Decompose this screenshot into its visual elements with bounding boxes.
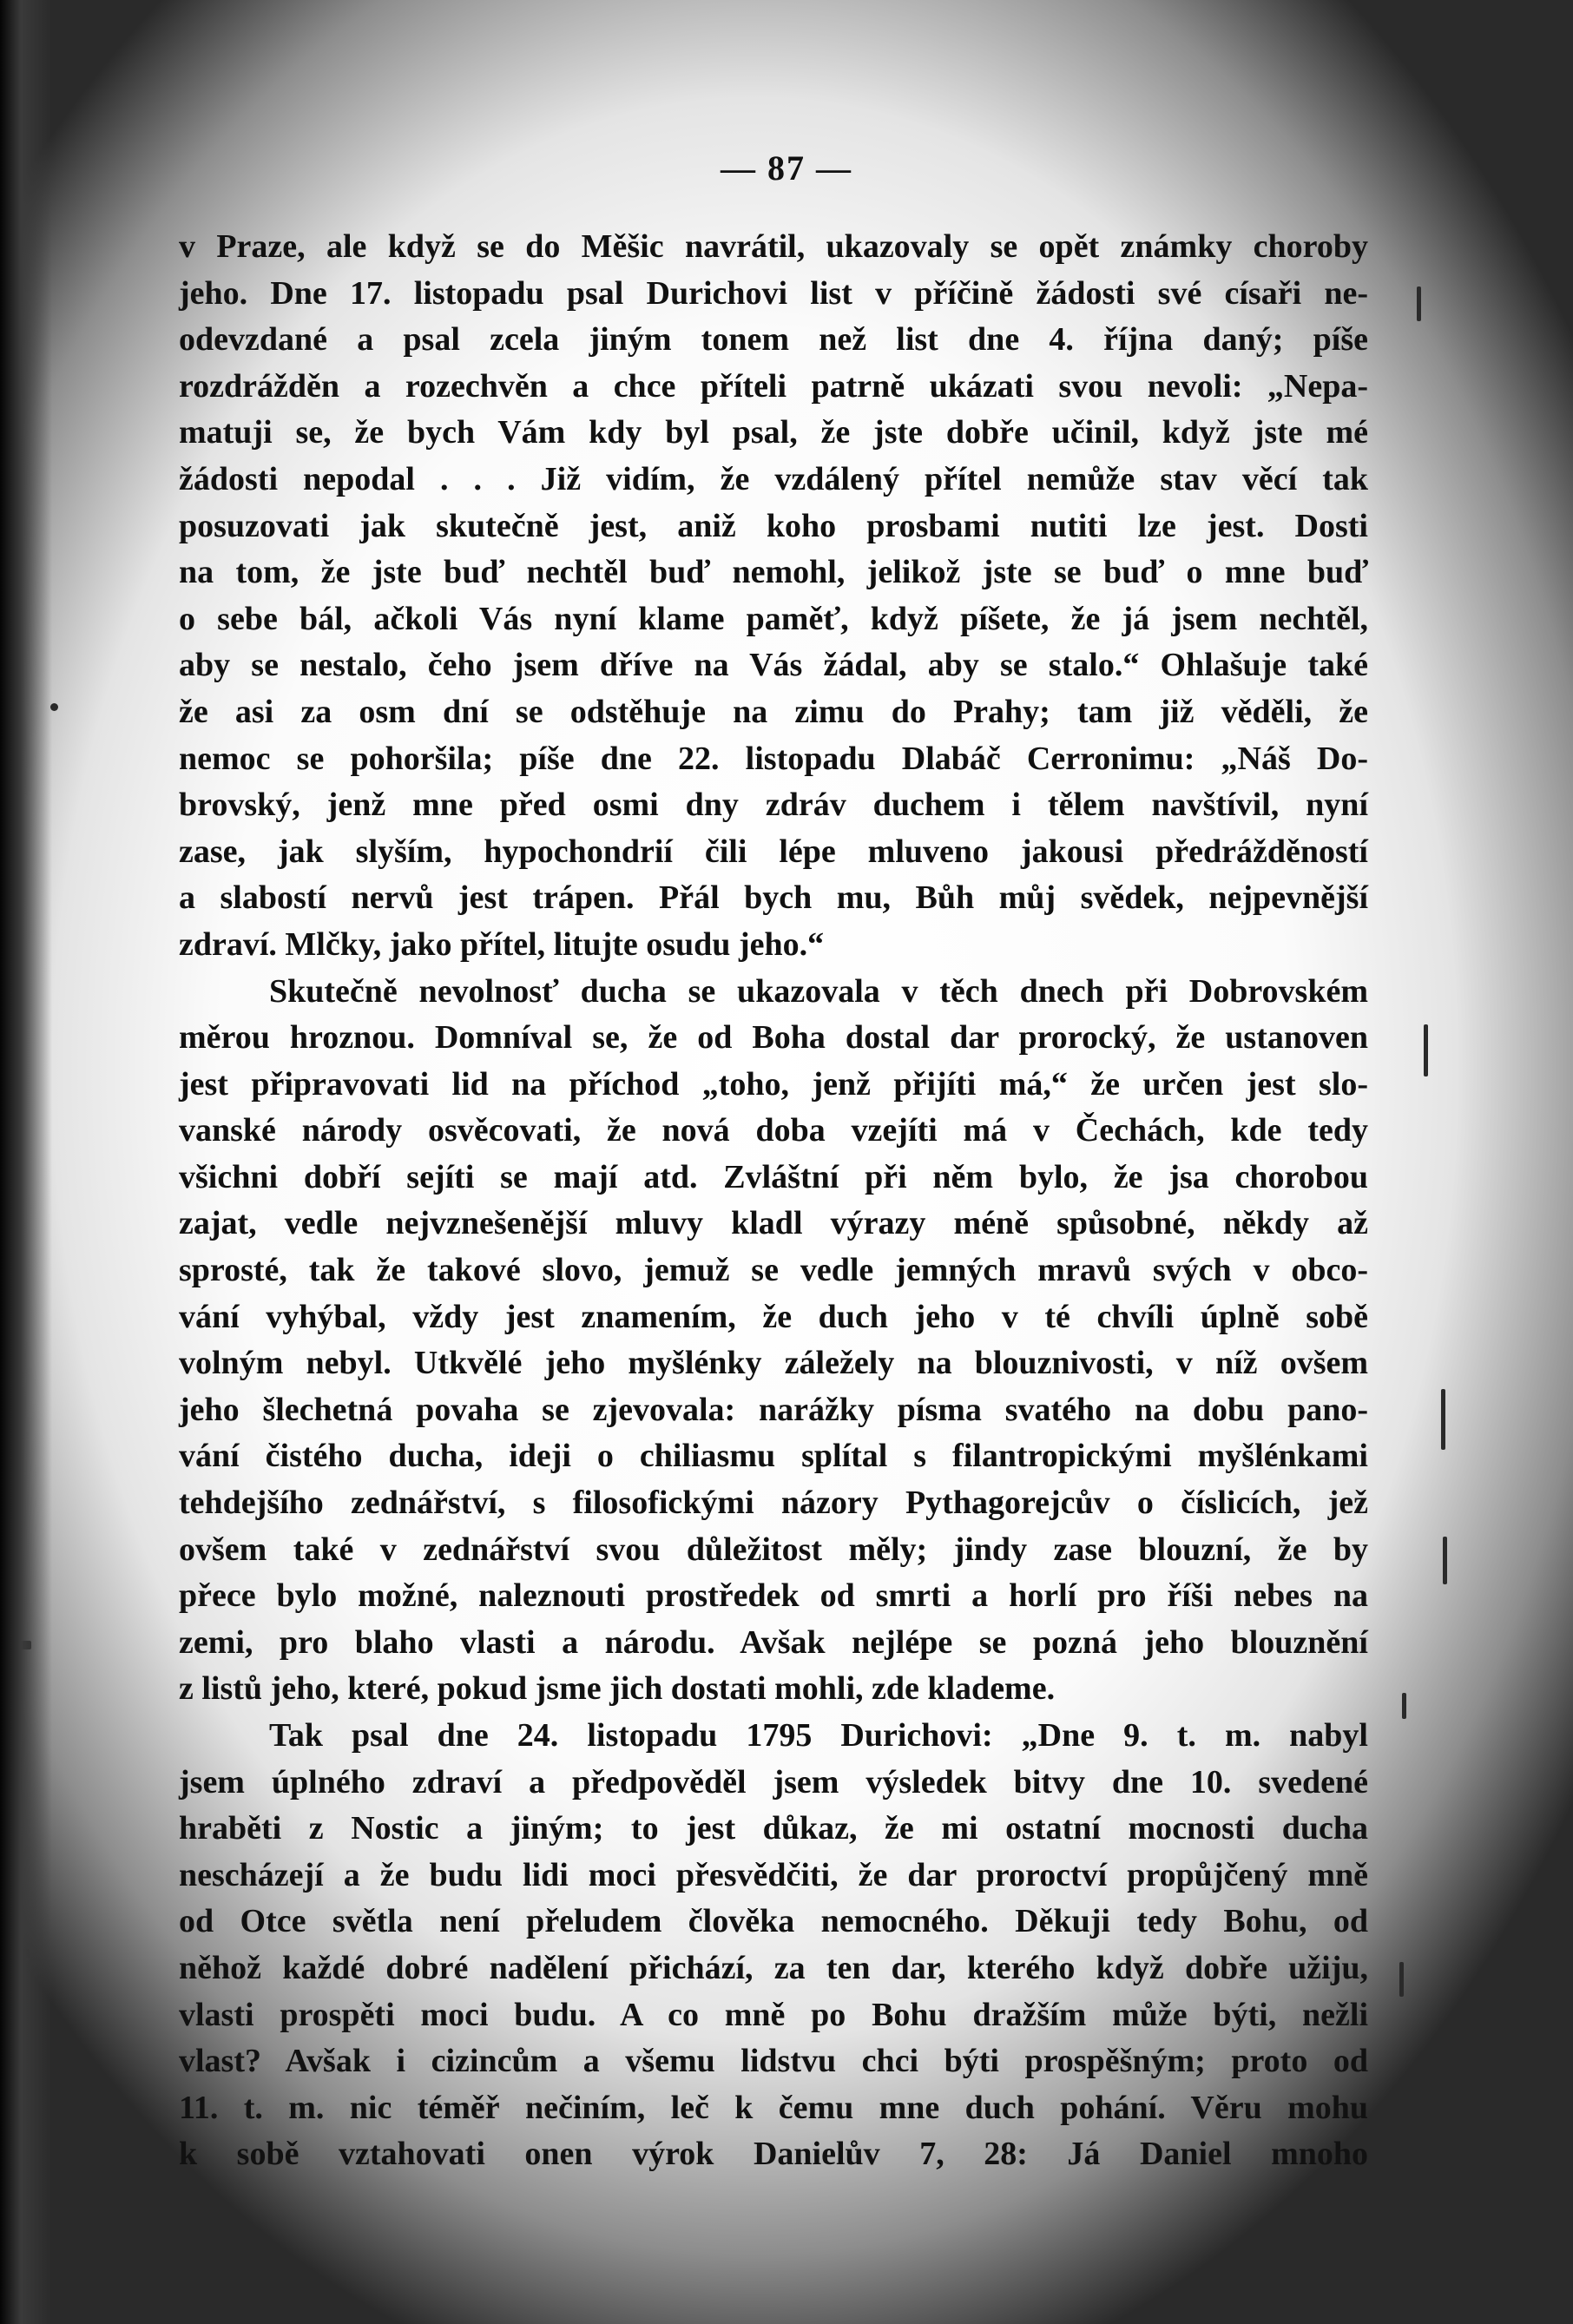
text-line: zajat, vedle nejvznešenější mluvy kladl výrazy méně spůsobné, někdy až [179,1205,1368,1242]
scan-mark [1443,1537,1447,1584]
scan-mark [1417,286,1421,321]
text-line: jsem úplného zdraví a předpověděl jsem výsledek bitvy dne 10. svedené [179,1763,1368,1801]
text-line: zemi, pro blaho vlasti a národu. Avšak nejlépe se pozná jeho blouznění [179,1623,1368,1661]
text-line: všichni dobří sejíti se mají atd. Zvláštní při něm bylo, že jsa chorobou [179,1158,1368,1195]
scan-mark [17,1641,31,1649]
text-line: sprosté, tak že takové slovo, jemuž se vedle jemných mravů svých v obco- [179,1252,1368,1289]
text-line: vání čistého ducha, ideji o chiliasmu splítal s filantropickými myšlénkami [179,1438,1368,1475]
text-line: přece bylo možné, naleznouti prostředek od smrti a horlí pro říši nebes na [179,1577,1368,1615]
text-line: vanské národy osvěcovati, že nová doba vzejíti má v Čechách, kde tedy [179,1112,1368,1149]
text-line: brovský, jenž mne před osmi dny zdráv duchem i tělem navštívil, nyní [179,787,1368,824]
scan-mark [16,1949,30,1958]
text-line: nescházejí a že budu lidi moci přesvědčiti, že dar proroctví propůjčený mně [179,1856,1368,1893]
text-line: zdraví. Mlčky, jako přítel, litujte osudu jeho.“ [179,925,825,963]
scan-mark [1402,1693,1406,1719]
text-line: k sobě vztahovati onen výrok Danielův 7, 28: Já Daniel mnoho [179,2136,1368,2173]
text-line: a slabostí nervů jest trápen. Přál bych mu, Bůh můj svědek, nejpevnější [179,879,1368,917]
scan-mark [1441,1389,1445,1450]
text-line: v Praze, ale když se do Měšic navrátil, ukazovaly se opět známky choroby [179,228,1368,265]
text-line: vlast? Avšak i cizincům a všemu lidstvu chci býti prospěšným; proto od [179,2043,1368,2080]
text-line: na tom, že jste buď nechtěl buď nemohl, jelikož jste se buď o mne buď [179,554,1368,591]
text-line: ovšem také v zednářství svou důležitost měly; jindy zase blouzní, že by [179,1531,1368,1568]
text-line: jest připravovati lid na příchod „toho, jenž přijíti má,“ že určen jest slo- [179,1065,1368,1103]
text-line: vání vyhýbal, vždy jest znamením, že duch jeho v té chvíli úplně sobě [179,1298,1368,1335]
scan-mark [1399,1962,1404,1997]
scan-mark [1424,1024,1428,1076]
text-line: z listů jeho, které, pokud jsme jich dostati mohli, zde klademe. [179,1670,1056,1708]
text-line: odevzdané a psal zcela jiným tonem než list dne 4. října daný; píše [179,321,1368,359]
body-text [179,224,1368,2178]
text-line: od Otce světla není přeludem člověka nemocného. Děkuji tedy Bohu, od [179,1903,1368,1940]
text-line: něhož každé dobré nadělení přichází, za ten dar, kterého když dobře užiju, [179,1949,1368,1986]
text-line: 11. t. m. nic téměř nečiním, leč k čemu mne duch pohání. Věru mohu [179,2089,1368,2126]
text-line: jeho. Dne 17. listopadu psal Durichovi list v příčině žádosti své císaři ne- [179,274,1368,312]
scan-mark [50,703,58,711]
text-line: měrou hroznou. Domníval se, že od Boha dostal dar prorocký, že ustanoven [179,1019,1368,1057]
text-line: tehdejšího zednářství, s filosofickými názory Pythagorejcův o číslicích, jež [179,1485,1368,1522]
page-number: — 87 — [721,148,852,188]
text-line: volným nebyl. Utkvělé jeho myšlénky záležely na blouznivosti, v níž ovšem [179,1345,1368,1382]
text-line: aby se nestalo, čeho jsem dříve na Vás žádal, aby se stalo.“ Ohlašuje také [179,647,1368,684]
text-line: zase, jak slyším, hypochondrií čili lépe mluveno jakousi předrážděností [179,833,1368,870]
paragraph-start-line: Skutečně nevolnosť ducha se ukazovala v těch dnech při Dobrovském [269,972,1368,1010]
paragraph-start-line: Tak psal dne 24. listopadu 1795 Durichovi: „Dne 9. t. m. nabyl [269,1717,1368,1754]
text-line: hraběti z Nostic a jiným; to jest důkaz, že mi ostatní mocnosti ducha [179,1810,1368,1847]
text-line: nemoc se pohoršila; píše dne 22. listopadu Dlabáč Cerronimu: „Náš Do- [179,740,1368,777]
text-line: žádosti nepodal . . . Již vidím, že vzdálený přítel nemůže stav věcí tak [179,460,1368,497]
text-line: rozdrážděn a rozechvěn a chce příteli patrně ukázati svou nevoli: „Nepa- [179,367,1368,405]
text-line: posuzovati jak skutečně jest, aniž koho prosbami nutiti lze jest. Dosti [179,507,1368,544]
text-line: že asi za osm dní se odstěhuje na zimu do Prahy; tam již věděli, že [179,693,1368,730]
text-line: vlasti prospěti moci budu. A co mně po Bohu dražším může býti, nežli [179,1996,1368,2033]
text-line: matuji se, že bych Vám kdy byl psal, že jste dobře učinil, když jste mé [179,414,1368,451]
text-line: jeho šlechetná povaha se zjevovala: narážky písma svatého na dobu pano- [179,1391,1368,1428]
text-line: o sebe bál, ačkoli Vás nyní klame paměť, když píšete, že já jsem nechtěl, [179,600,1368,637]
